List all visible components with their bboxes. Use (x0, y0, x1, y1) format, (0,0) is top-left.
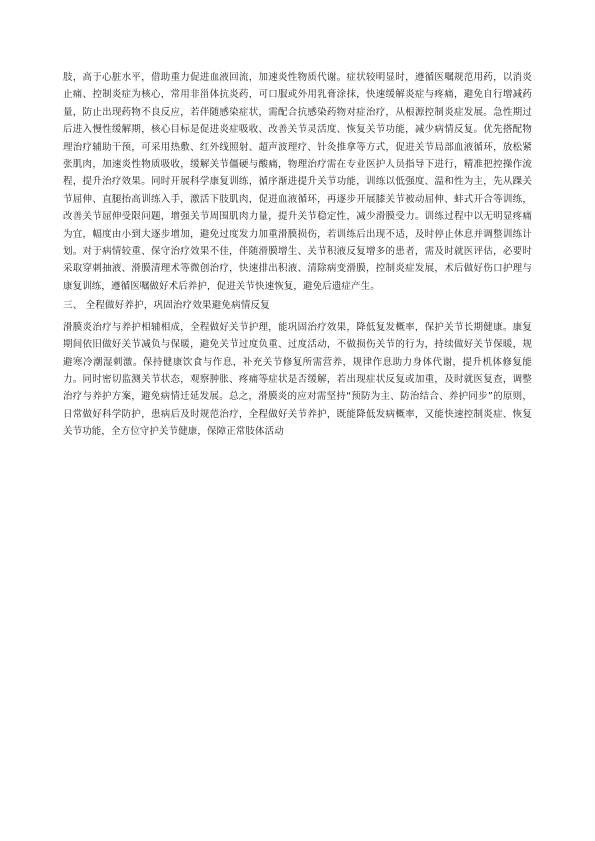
section-heading-3: 三、 全程做好养护，巩固治疗效果避免病情反复 (63, 300, 270, 312)
paragraph-treatment: 肢，高于心脏水平，借助重力促进血液回流，加速炎性物质代谢。症状较明显时，遵循医嘱规范用药，以消炎止痛、控制炎症为核心，常用非甾体抗炎药，可口服或外用乳膏涂抹，快速缓解炎症与疼痛，避免自行增减药量，防止出现药物不良反应，若伴随感染症状，需配合抗感染药物对症治疗，从根源控制炎症发展。急性期过后进入慢性缓解期，核心目标是促进炎症吸收、改善关节灵活度、恢复关节功能，减少病情反复。优先搭配物理治疗辅助干预，可采用热敷、红外线照射、超声波理疗、针灸推拿等方式，促进关节局部血液循环，放松紧张肌肉，加速炎性物质吸收，缓解关节僵硬与酸痛，物理治疗需在专业医护人员指导下进行，精准把控操作流程，提升治疗效果。同时开展科学康复训练，循序渐进提升关节功能，训练以低强度、温和性为主，先从踝关节屈伸、直腿抬高训练入手，激活下肢肌肉，促进血液循环，再逐步开展膝关节被动屈伸、蚌式开合等训练，改善关节屈伸受限问题，增强关节周围肌肉力量，提升关节稳定性，减少滑膜受力。训练过程中以无明显疼痛为宜，幅度由小到大逐步增加，避免过度发力加重滑膜损伤，若训练后出现不适，及时停止休息并调整训练计划。对于病情较重、保守治疗效果不佳，伴随滑膜增生、关节积液反复增多的患者，需及时就医评估，必要时采取穿刺抽液、滑膜清理术等微创治疗，快速排出积液、清除病变滑膜，控制炎症发展，术后做好伤口护理与康复训练，遵循医嘱做好术后养护，促进关节快速恢复，避免后遗症产生。 (63, 72, 532, 292)
paragraph-care: 滑膜炎治疗与养护相辅相成，全程做好关节护理，能巩固治疗效果，降低复发概率，保护关节长期健康。康复期间依旧做好关节减负与保暖，避免关节过度负重、过度活动，不做损伤关节的行为，持续做好关节保暖，规避寒冷潮湿刺激。保持健康饮食与作息，补充关节修复所需营养，规律作息助力身体代谢，提升机体修复能力。同时密切监测关节状态，观察肿胀、疼痛等症状是否缓解，若出现症状反复或加重，及时就医复查，调整治疗与养护方案，避免病情迁延发展。总之，滑膜炎的应对需坚持“预防为主、防治结合、养护同步”的原则，日常做好科学防护，患病后及时规范治疗，全程做好关节养护，既能降低发病概率，又能快速控制炎症、恢复关节功能，全方位守护关节健康，保障正常肢体活动 (63, 321, 532, 438)
document-body (63, 69, 532, 441)
